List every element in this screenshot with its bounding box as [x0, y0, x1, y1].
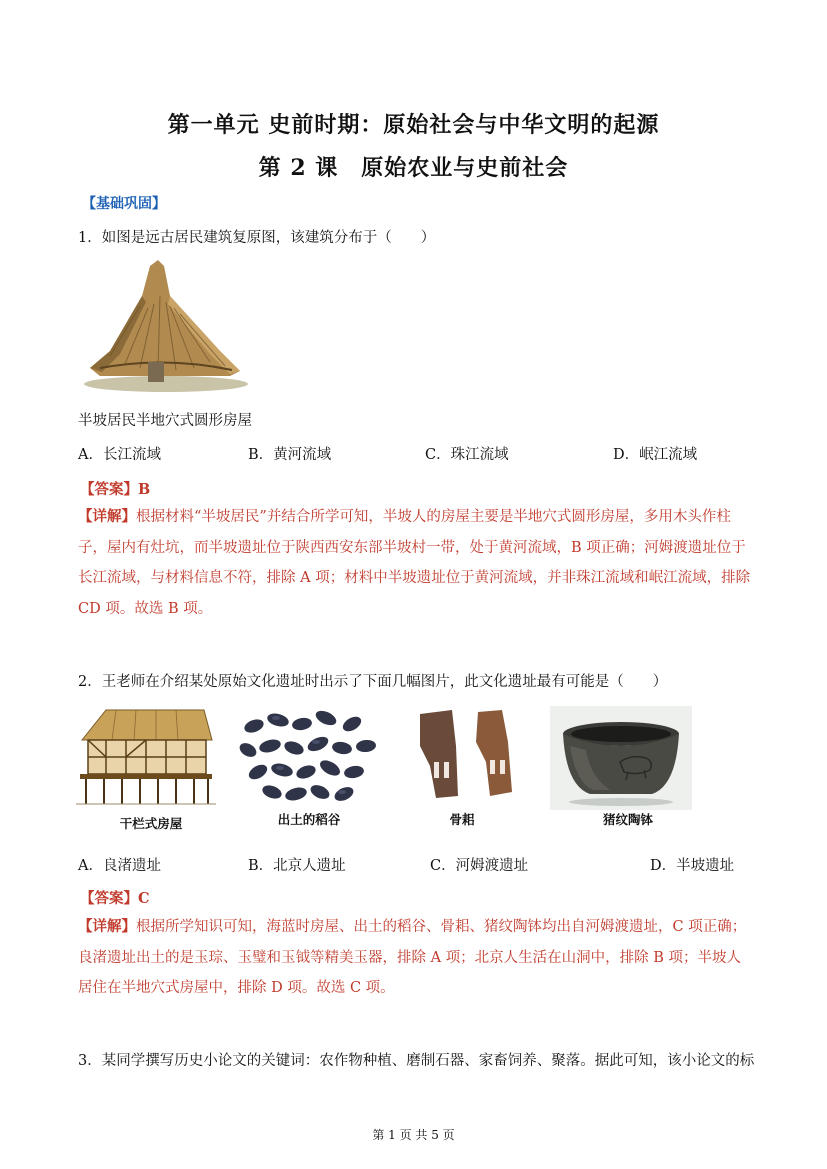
caption-rice-grains: 出土的稻谷 — [277, 812, 341, 827]
question-2-stem: 2．王老师在介绍某处原始文化遗址时出示了下面几幅图片，此文化遗址最有可能是（ ） — [78, 674, 668, 690]
q2-option-c[interactable]: C．河姆渡遗址 — [430, 858, 529, 874]
q2-option-a[interactable]: A．良渚遗址 — [78, 858, 161, 874]
q1-option-a[interactable]: A．长江流域 — [78, 447, 161, 463]
hut-image — [80, 256, 252, 396]
question-1-image-caption: 半坡居民半地穴式圆形房屋 — [78, 413, 252, 429]
question-2-answer: 【答案】C — [80, 890, 150, 907]
question-3-stem: 3．某同学撰写历史小论文的关键词：农作物种植、磨制石器、家畜饲养、聚落。据此可知，该小论文的标 — [78, 1053, 755, 1069]
stilt-house-image — [76, 704, 216, 812]
q2-option-d[interactable]: D．半坡遗址 — [650, 858, 735, 874]
question-1-stem: 1．如图是远古居民建筑复原图，该建筑分布于（ ） — [78, 230, 436, 246]
q1-option-d[interactable]: D．岷江流域 — [613, 447, 698, 463]
bone-spade-image — [412, 706, 522, 802]
detail-text: 根据材料“半坡居民”并结合所学可知，半坡人的房屋主要是半地穴式圆形房屋，多用木头作柱子，屋内有灶坑，而半坡遗址位于陕西西安东部半坡村一带，处于黄河流域，B 项正确；河姆渡遗址位于长江流域，与材料信息不符，排除 A 项；材料中半坡遗址位于黄河流域，并非珠江流域和岷江流域，排除 CD 项。故选 B 项。 — [78, 509, 751, 617]
section-heading: 【基础巩固】 — [82, 196, 166, 212]
caption-bone-spade: 骨耜 — [449, 812, 475, 827]
rice-grains-image — [236, 706, 382, 806]
question-1-answer: 【答案】B — [80, 481, 151, 498]
question-2-explanation — [78, 912, 754, 1004]
lesson-title: 第 2 课 原始农业与史前社会 — [258, 155, 569, 181]
detail-label: 【详解】 — [78, 508, 136, 525]
detail-label: 【详解】 — [78, 918, 136, 935]
page-footer: 第 1 页 共 5 页 — [372, 1128, 455, 1142]
q1-option-c[interactable]: C．珠江流域 — [425, 447, 509, 463]
document-title: 第一单元 史前时期：原始社会与中华文明的起源 — [167, 112, 660, 138]
pottery-bowl-image — [550, 706, 692, 810]
caption-pottery-bowl: 猪纹陶钵 — [602, 812, 653, 827]
detail-text: 根据所学知识可知，海蓝时房屋、出土的稻谷、骨耜、猪纹陶钵均出自河姆渡遗址，C 项正确；良渚遗址出土的是玉琮、玉璧和玉钺等精美玉器，排除 A 项；北京人生活在山洞中，排除 B 项；半坡人居住在半地穴式房屋中，排除 D 项。故选 C 项。 — [78, 919, 747, 996]
caption-stilt-house: 干栏式房屋 — [119, 816, 183, 831]
q2-option-b[interactable]: B．北京人遗址 — [248, 858, 346, 874]
q1-option-b[interactable]: B．黄河流域 — [248, 447, 332, 463]
question-1-explanation — [78, 502, 754, 624]
